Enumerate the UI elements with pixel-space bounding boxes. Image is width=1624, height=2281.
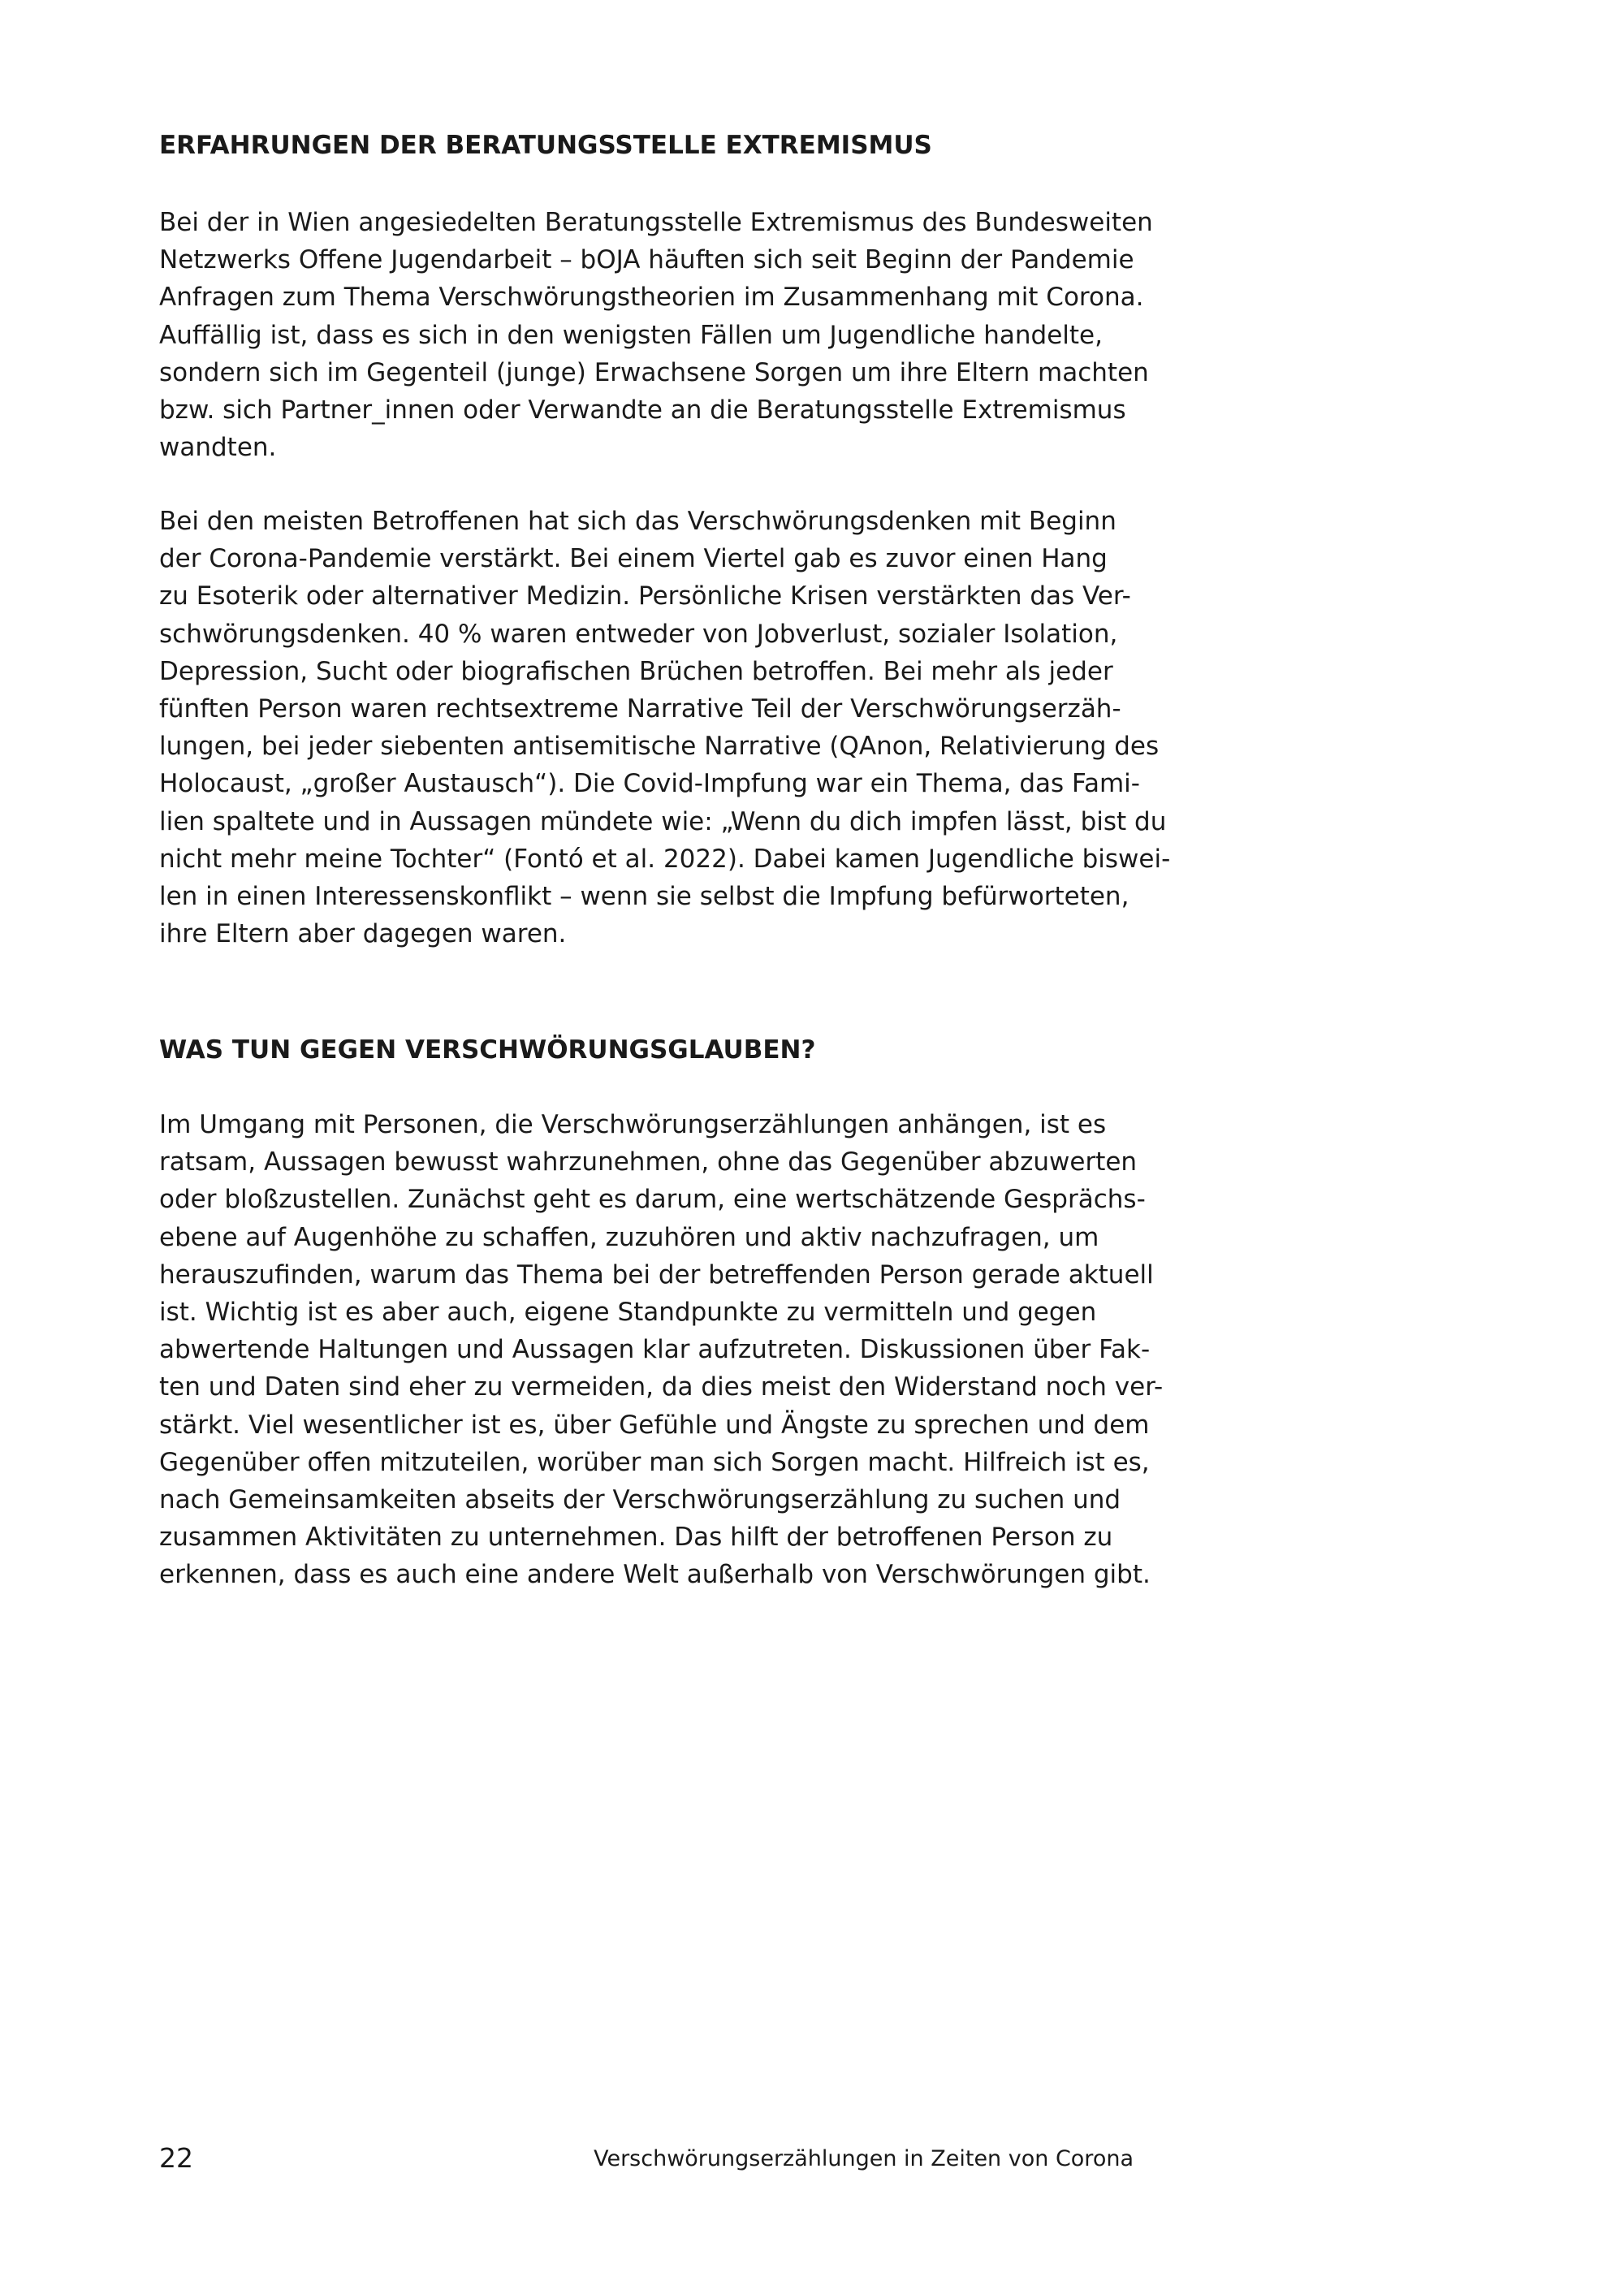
text-line: Anfragen zum Thema Verschwörungstheorien im Zusammenhang mit Corona. [159, 283, 1144, 313]
text-line: nach Gemeinsamkeiten abseits der Verschwörungserzählung zu suchen und [159, 1485, 1121, 1515]
section-heading-was-tun: WAS TUN GEGEN VERSCHWÖRUNGSGLAUBEN? [159, 1035, 816, 1065]
text-line: zusammen Aktivitäten zu unternehmen. Das hilft der betroffenen Person zu [159, 1523, 1113, 1553]
page-number: 22 [159, 2142, 193, 2174]
paragraph-umgang [159, 1106, 1174, 1594]
text-line: ist. Wichtig ist es aber auch, eigene Standpunkte zu vermitteln und gegen [159, 1298, 1097, 1328]
text-line: Im Umgang mit Personen, die Verschwörungserzählungen anhängen, ist es [159, 1110, 1107, 1139]
text-line: fünften Person waren rechtsextreme Narrative Teil der Verschwörungserzäh- [159, 694, 1121, 724]
text-line: lungen, bei jeder siebenten antisemitische Narrative (QAnon, Relativierung des [159, 732, 1160, 762]
text-line: Gegenüber offen mitzuteilen, worüber man sich Sorgen macht. Hilfreich ist es, [159, 1447, 1150, 1477]
text-line: Bei der in Wien angesiedelten Beratungsstelle Extremismus des Bundesweiten [159, 208, 1153, 237]
text-line: herauszufinden, warum das Thema bei der betreffenden Person gerade aktuell [159, 1259, 1154, 1290]
text-line: Auffällig ist, dass es sich in den wenigsten Fällen um Jugendliche handelte, [159, 320, 1103, 350]
text-line: len in einen Interessenskonflikt – wenn sie selbst die Impfung befürworteten, [159, 882, 1129, 912]
text-line: Depression, Sucht oder biografischen Brüchen betroffen. Bei mehr als jeder [159, 656, 1113, 686]
text-line: wandten. [159, 433, 277, 463]
text-line: ratsam, Aussagen bewusst wahrzunehmen, ohne das Gegenüber abzuwerten [159, 1147, 1138, 1177]
text-line: ihre Eltern aber dagegen waren. [159, 919, 567, 949]
text-line: stärkt. Viel wesentlicher ist es, über Gefühle und Ängste zu sprechen und dem [159, 1410, 1150, 1440]
section-heading-beratungsstelle: ERFAHRUNGEN DER BERATUNGSSTELLE EXTREMISMUS [159, 131, 932, 160]
paragraph-betroffene [159, 503, 1174, 953]
text-line: Netzwerks Offene Jugendarbeit – bOJA häuften sich seit Beginn der Pandemie [159, 245, 1134, 275]
text-line: Bei den meisten Betroffenen hat sich das Verschwörungsdenken mit Beginn [159, 507, 1116, 536]
text-line: Holocaust, „großer Austausch“). Die Covid-Impfung war ein Thema, das Fami- [159, 769, 1140, 799]
text-line: oder bloßzustellen. Zunächst geht es darum, eine wertschätzende Gesprächs- [159, 1185, 1146, 1215]
text-line: bzw. sich Partner_innen oder Verwandte an die Beratungsstelle Extremismus [159, 395, 1126, 426]
text-line: ten und Daten sind eher zu vermeiden, da dies meist den Widerstand noch ver- [159, 1372, 1164, 1402]
text-line: ebene auf Augenhöhe zu schaffen, zuzuhören und aktiv nachzufragen, um [159, 1222, 1099, 1252]
text-line: abwertende Haltungen und Aussagen klar aufzutreten. Diskussionen über Fak- [159, 1335, 1151, 1365]
text-line: schwörungsdenken. 40 % waren entweder von Jobverlust, sozialer Isolation, [159, 619, 1118, 649]
text-line: zu Esoterik oder alternativer Medizin. Persönliche Krisen verstärkten das Ver- [159, 581, 1131, 611]
text-line: nicht mehr meine Tochter“ (Fontó et al. 2022). Dabei kamen Jugendliche biswei- [159, 844, 1171, 874]
text-line: lien spaltete und in Aussagen mündete wie: „Wenn du dich impfen lässt, bist du [159, 806, 1167, 836]
running-footer-title: Verschwörungserzählungen in Zeiten von Corona [594, 2146, 1134, 2171]
text-line: erkennen, dass es auch eine andere Welt außerhalb von Verschwörungen gibt. [159, 1560, 1151, 1590]
paragraph-beratungsstelle-intro [159, 204, 1174, 466]
text-line: sondern sich im Gegenteil (junge) Erwachsene Sorgen um ihre Eltern machten [159, 357, 1149, 387]
text-line: der Corona-Pandemie verstärkt. Bei einem Viertel gab es zuvor einen Hang [159, 544, 1108, 574]
